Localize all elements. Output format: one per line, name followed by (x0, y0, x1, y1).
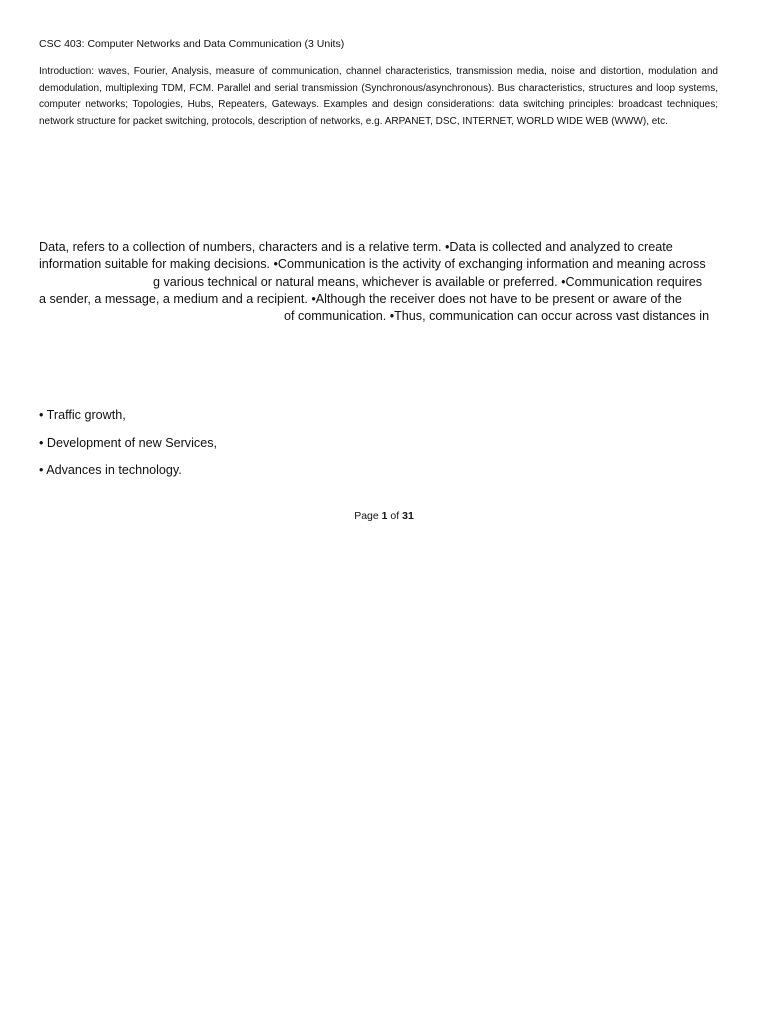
bullet-item: • Advances in technology. (39, 463, 182, 477)
current-page: 1 (381, 510, 388, 522)
paragraph-line: of communication. •Thus, communication can occur across vast distances in (284, 309, 710, 324)
bullet-item: • Development of new Services, (39, 435, 218, 450)
page-label: Page (354, 510, 379, 522)
bullet-item: • Traffic growth, (39, 408, 126, 422)
total-pages: 31 (402, 510, 414, 522)
page-number (0, 509, 768, 523)
paragraph-line: g various technical or natural means, whichever is available or preferred. •Communication requires (153, 274, 702, 289)
definition-paragraph (0, 239, 768, 325)
paragraph-line: information suitable for making decisions. •Communication is the activity of exchanging information and meaning across (39, 257, 706, 272)
paragraph-line: Data, refers to a collection of numbers, characters and is a relative term. •Data is collected and analyzed to create (39, 240, 673, 254)
course-title: CSC 403: Computer Networks and Data Communication (3 Units) (39, 38, 345, 50)
paragraph-line: a sender, a message, a medium and a recipient. •Although the receiver does not have to be present or aware of the (39, 291, 682, 306)
bullet-list (39, 405, 217, 488)
page-separator: of (390, 510, 400, 522)
course-syllabus-paragraph: Introduction: waves, Fourier, Analysis, measure of communication, channel characteristics, transmission media, noise and distortion, modulation and demodulation, multiplexing TDM, FCM. Parallel and serial transmission (Synchronous/asynchronous). Bus characteristics, structures and loop systems, computer networks; Topologies, Hubs, Repeaters, Gateways. Examples and design considerations: data switching principles: broadcast techniques; network structure for packet switching, protocols, description of networks, e.g. ARPANET, DSC, INTERNET, WORLD WIDE WEB (WWW), etc. (39, 66, 718, 127)
